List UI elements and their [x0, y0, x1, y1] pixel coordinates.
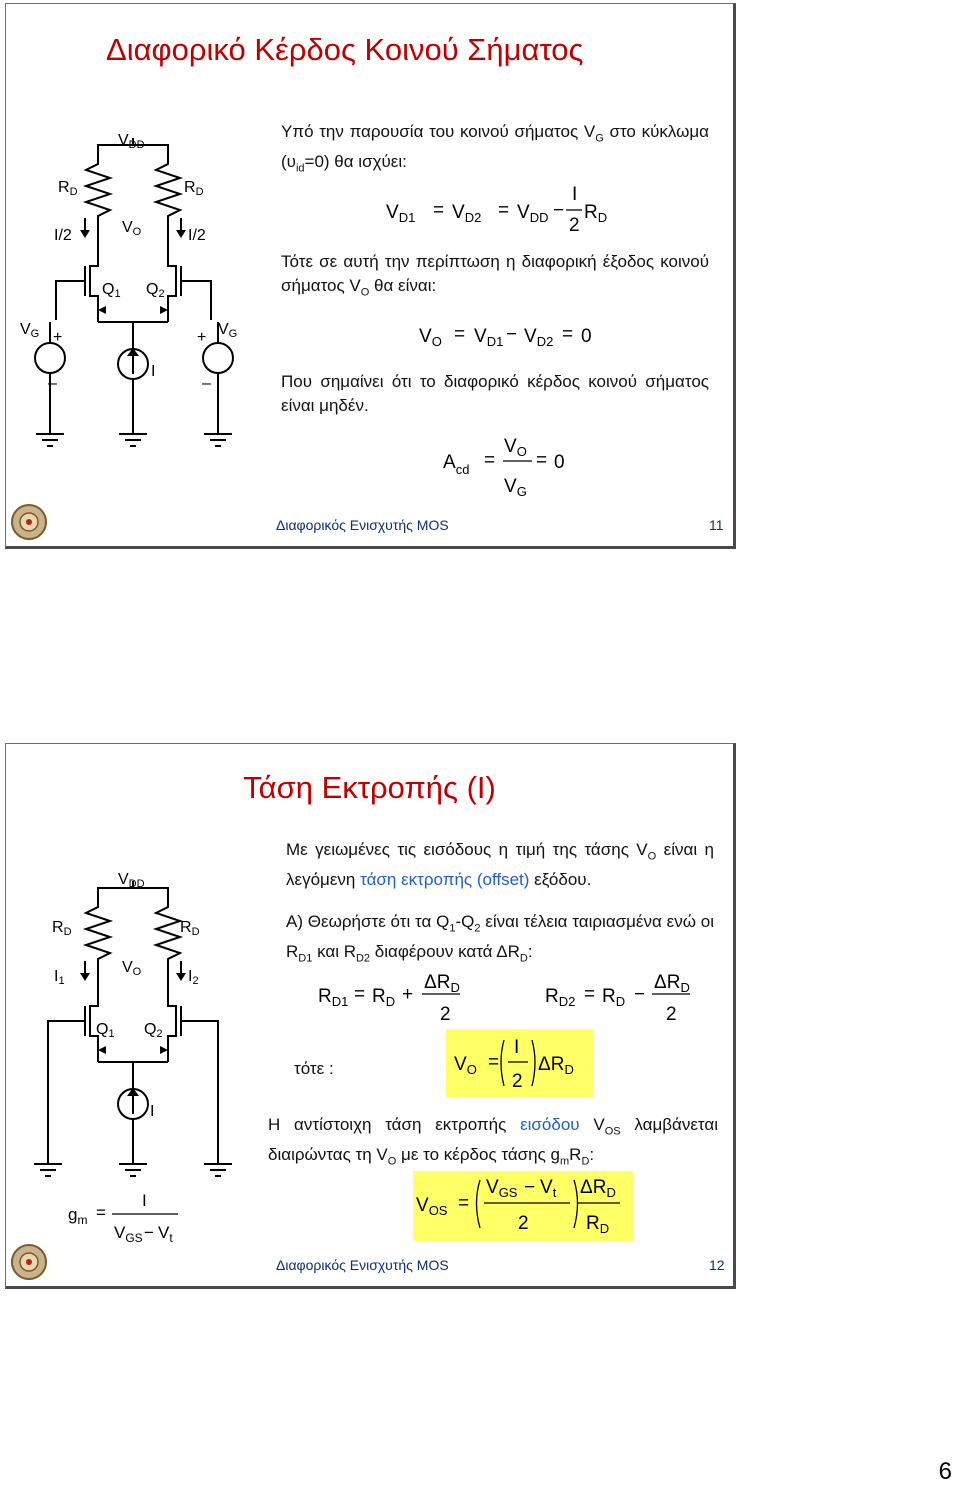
paragraph-offset-intro: Με γειωμένες τις εισόδους η τιμή της τάσης $V_O$ είναι η λεγόμενη τάση εκτροπής (offset) εξόδου.	[286, 840, 714, 890]
plus-left: +	[53, 329, 63, 346]
svg-text:+: +	[402, 984, 414, 1005]
paragraph-intro: Υπό την παρουσία του κοινού σήματος $V_G$ στο κύκλωμα $(\upsilon_{id}=0)$ θα ισχύει:	[281, 122, 709, 175]
svg-text:=: =	[488, 1052, 500, 1073]
i2-label: I2	[188, 968, 199, 987]
eqA-rd1: $R_{D1}$	[318, 986, 349, 1009]
svg-text:ΔRD: $\Delta R_D$	[538, 1054, 574, 1077]
paragraph-zero-gain: Που σημαίνει ότι το διαφορικό κέρδος κοινού σήματος είναι μηδέν.	[281, 372, 709, 415]
slide-number: 11	[709, 517, 724, 533]
q2-label: Q2	[144, 1021, 163, 1040]
footer-text: Διαφορικός Ενισχυτής MOS	[276, 517, 449, 533]
svg-text:=: =	[484, 450, 496, 471]
rd-left-label: RD	[52, 919, 72, 938]
svg-text:=: =	[454, 324, 466, 345]
slide-12	[5, 743, 736, 1289]
slide-11	[5, 3, 736, 549]
svg-text:2: 2	[512, 1071, 523, 1092]
tote-label: τότε :	[294, 1059, 334, 1078]
equations-slide2	[6, 744, 733, 1286]
svg-text:RD: $R_D$	[602, 986, 626, 1009]
svg-text:I: I	[514, 1037, 520, 1058]
svg-text:VD2: $V_{D2}$	[452, 202, 482, 225]
i1-label: I1	[54, 968, 65, 987]
svg-text:VDD: $V_{DD}$	[517, 202, 549, 225]
svg-text:I: I	[142, 1191, 147, 1210]
vo-label: VO	[122, 219, 142, 238]
svg-text:ΔRD: $\Delta R_D$	[580, 1177, 616, 1200]
i-half-left-label: I/2	[54, 227, 72, 244]
svg-text:VGS: $V_{GS}$	[114, 1223, 143, 1245]
svg-text:=: =	[433, 200, 445, 221]
svg-text:2: 2	[440, 1004, 451, 1025]
svg-text:Acd: $A_{cd}$	[443, 452, 470, 477]
svg-text:=: =	[458, 1193, 470, 1214]
q1-label: Q1	[96, 1021, 115, 1040]
i-half-right-label: I/2	[188, 227, 206, 244]
svg-text:ΔRD: $\Delta R_D$	[424, 972, 460, 995]
vo-label: VO	[122, 959, 142, 978]
page-number: 6	[938, 1458, 952, 1485]
svg-text:−: −	[634, 984, 646, 1005]
svg-text:2: 2	[569, 215, 580, 236]
university-logo-icon	[8, 502, 50, 542]
minus-left: –	[48, 375, 57, 392]
svg-text:VO: $V_O$	[454, 1054, 477, 1077]
footer-text: Διαφορικός Ενισχυτής MOS	[276, 1257, 449, 1273]
svg-text:VGS: $V_{GS}$	[486, 1177, 518, 1200]
svg-text:RD: $R_D$	[372, 986, 396, 1009]
paragraph-input-offset: Η αντίστοιχη τάση εκτροπής εισόδου $V_{OS}$ λαμβάνεται διαιρώντας τη $V_O$ με το κέρδος τάσης $g_mR_D$:	[268, 1115, 719, 1168]
rd-right-label: RD	[184, 179, 204, 198]
svg-text:Vt: $V_t$	[158, 1223, 173, 1245]
i-label: I	[150, 1103, 155, 1120]
svg-text:VG: $V_G$	[504, 476, 527, 499]
minus-right: –	[202, 375, 211, 392]
svg-text:=: =	[562, 324, 574, 345]
svg-text:−: −	[144, 1223, 154, 1242]
svg-text:=: =	[498, 200, 510, 221]
plus-right: +	[197, 329, 207, 346]
vdd-label: VDD	[118, 871, 145, 890]
q2-label: Q2	[146, 281, 165, 300]
svg-text:−: −	[524, 1177, 536, 1198]
svg-text:−: −	[506, 324, 518, 345]
svg-text:I: I	[572, 184, 578, 205]
slide-title: Διαφορικό Κέρδος Κοινού Σήματος	[106, 32, 584, 67]
svg-text:−: −	[553, 200, 565, 221]
university-logo-icon	[8, 1242, 50, 1282]
svg-text:=: =	[536, 450, 548, 471]
svg-text:2: 2	[518, 1213, 529, 1234]
svg-text:=: =	[354, 984, 366, 1005]
svg-text:ΔRD: $\Delta R_D$	[654, 972, 690, 995]
svg-text:=: =	[584, 984, 596, 1005]
vdd-label: VDD	[118, 132, 145, 151]
svg-text:VD2: $V_{D2}$	[524, 326, 554, 349]
svg-text:gm: $g_m$	[68, 1205, 88, 1227]
svg-text:VO: $V_O$	[419, 326, 442, 349]
eq1-vd1: $V_{D1}$	[386, 202, 416, 225]
paragraph-mismatch: Α) Θεωρήστε ότι τα $Q_1-Q_2$ είναι τέλεια ταιριασμένα ενώ οι $R_{D1}$ και $R_{D2}$ διαφέρουν κατά $\Delta R_D$:	[286, 912, 714, 965]
svg-text:RD: $R_D$	[586, 1213, 610, 1236]
slide-title: Τάση Εκτροπής (Ι)	[243, 770, 496, 805]
svg-text:=: =	[96, 1203, 106, 1222]
q1-label: Q1	[102, 281, 121, 300]
svg-text:2: 2	[666, 1004, 677, 1025]
slide-number: 12	[709, 1257, 725, 1273]
rd-right-label: RD	[180, 919, 200, 938]
svg-text:RD: $R_D$	[584, 202, 608, 225]
paragraph-output: Τότε σε αυτή την περίπτωση η διαφορική έξοδος κοινού σήματος $V_O$ θα είναι:	[281, 252, 709, 299]
vg-right-label: VG	[218, 321, 238, 340]
svg-text:0: 0	[581, 326, 592, 347]
vg-left-label: VG	[20, 321, 40, 340]
svg-text:0: 0	[554, 452, 565, 473]
svg-text:Vt: $V_t$	[540, 1177, 557, 1200]
i-label: I	[151, 363, 156, 380]
eqB-rd2: $R_{D2}$	[545, 986, 576, 1009]
svg-text:VOS: $V_{OS}$	[416, 1195, 448, 1218]
svg-text:VD1: $V_{D1}$	[474, 326, 504, 349]
rd-left-label: RD	[58, 179, 78, 198]
svg-text:VO: $V_O$	[504, 436, 527, 459]
